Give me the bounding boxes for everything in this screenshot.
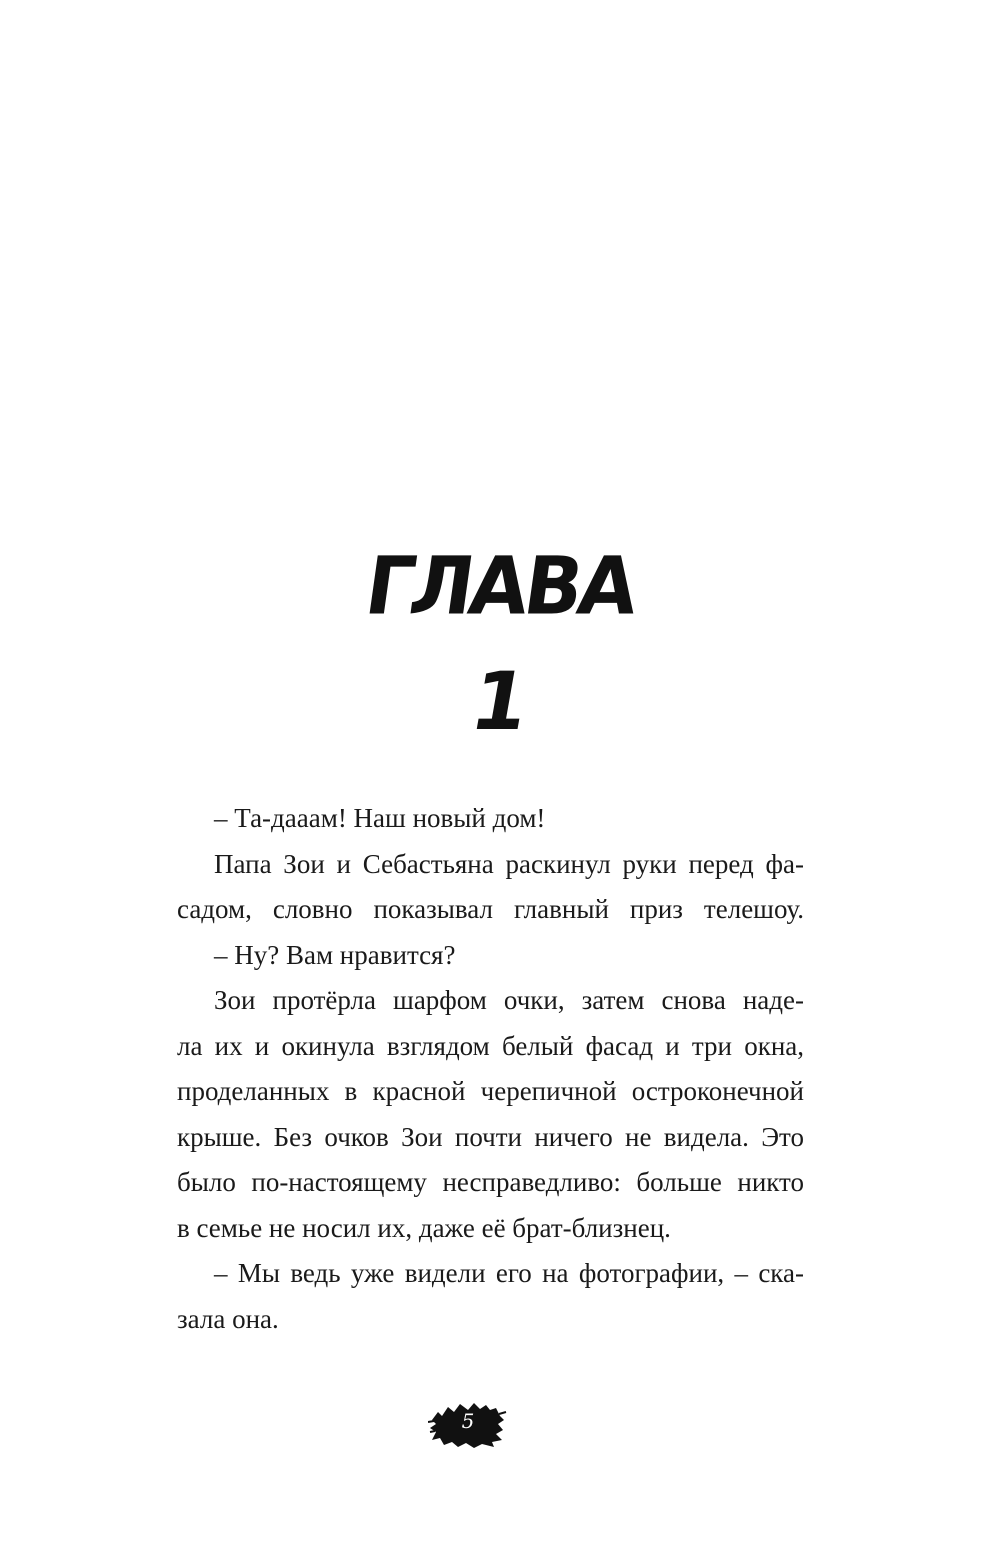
paragraph <box>140 796 804 842</box>
page-number: 5 <box>461 1409 475 1433</box>
chapter-body-text <box>140 796 804 1342</box>
paragraph <box>140 978 804 1251</box>
text-line: зала она. <box>177 1303 279 1334</box>
text-line: Папа Зои и Себастьяна раскинул руки перед фа- <box>214 848 804 879</box>
text-line: – Ну? Вам нравится? <box>214 939 456 970</box>
text-line: в семье не носил их, даже её брат-близнец. <box>177 1212 671 1243</box>
text-line: – Та-дааам! Наш новый дом! <box>214 803 546 833</box>
paragraph <box>140 842 804 933</box>
chapter-number: 1 <box>464 655 537 748</box>
text-line: – Мы ведь уже видели его на фотографии, – ска- <box>214 1258 804 1288</box>
paragraph <box>140 933 804 979</box>
page-number-badge <box>428 1398 508 1450</box>
text-line: ла их и окинула взглядом белый фасад и три окна, <box>177 1030 804 1061</box>
text-line: было по-настоящему несправедливо: больше никто <box>177 1167 804 1197</box>
chapter-heading: ГЛАВА <box>359 538 641 633</box>
text-line: садом, словно показывал главный приз телешоу. <box>177 894 804 924</box>
text-line: крыше. Без очков Зои почти ничего не видела. Это <box>177 1121 804 1152</box>
text-line: проделанных в красной черепичной остроконечной <box>177 1076 804 1106</box>
paragraph <box>140 1251 804 1342</box>
text-line: Зои протёрла шарфом очки, затем снова наде- <box>214 985 804 1015</box>
